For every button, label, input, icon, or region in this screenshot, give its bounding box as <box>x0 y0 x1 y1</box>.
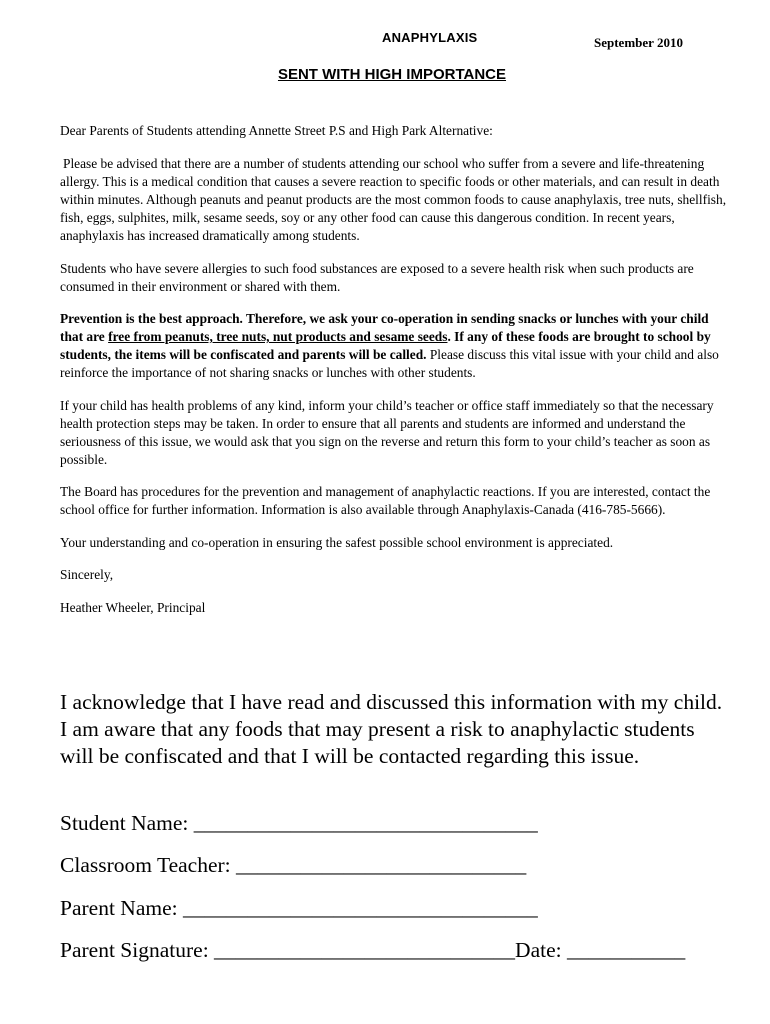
document-subtitle: SENT WITH HIGH IMPORTANCE <box>277 66 507 83</box>
paragraph-board-procedures: The Board has procedures for the prevention and management of anaphylactic reactions. If you are interested, contact the school office for further information. Information is also available through Anaphylaxis-Canada (416-785-5666). <box>60 484 711 517</box>
letter-body <box>60 122 728 631</box>
acknowledgement-text: I acknowledge that I have read and discussed this information with my child. I am aware that any foods that may present a risk to anaphylactic students will be confiscated and that I will be contacted regarding this issue. <box>60 690 723 768</box>
paragraph-prevention <box>60 310 728 382</box>
paragraph-allergy-info: Please be advised that there are a number of students attending our school who suffer from a severe and life-threatening allergy. This is a medical condition that causes a severe reaction to specific foods or other materials, and can result in death within minutes. Although peanuts and peanut products are the most common foods to cause anaphylaxis, tree nuts, shellfish, fish, eggs, sulphites, milk, sesame seeds, soy or any other food can cause this dangerous condition. In recent years, anaphylaxis has increased dramatically among students. <box>60 156 727 243</box>
parent-name-field[interactable]: Parent Name: _________________________________ <box>60 896 538 920</box>
prevention-normal-text: Please discuss this vital issue with your child and also reinforce the importance of not sharing snacks or lunches with other students. <box>60 347 719 380</box>
salutation: Dear Parents of Students attending Annette Street P.S and High Park Alternative: <box>60 123 493 138</box>
prevention-underlined-text: free from peanuts, tree nuts, nut products and sesame seeds <box>108 329 448 344</box>
prevention-bold-text-2: . If any of these foods are brought to school by students, the items will be confiscated and parents will be called. <box>60 329 711 362</box>
student-name-field[interactable]: Student Name: ________________________________ <box>60 811 538 835</box>
signature-line: Heather Wheeler, Principal <box>60 599 206 615</box>
parent-signature-date-field[interactable]: Parent Signature: ____________________________Date: ___________ <box>60 938 686 962</box>
document-date: September 2010 <box>594 35 683 50</box>
paragraph-health-problems: If your child has health problems of any kind, inform your child’s teacher or office staff immediately so that the necessary health protection steps may be taken. In order to ensure that all parents and students are informed and understand the seriousness of this issue, we would ask that you sign on the reverse and return this form to your child’s teacher as soon as possible. <box>60 397 714 467</box>
classroom-teacher-field[interactable]: Classroom Teacher: ___________________________ <box>60 853 527 877</box>
paragraph-health-risk: Students who have severe allergies to such food substances are exposed to a severe health risk when such products are consumed in their environment or shared with them. <box>60 260 694 294</box>
paragraph-appreciation: Your understanding and co-operation in ensuring the safest possible school environment is appreciated. <box>60 534 614 550</box>
closing: Sincerely, <box>60 567 114 582</box>
prevention-bold-text: Prevention is the best approach. Therefore, we ask your co-operation in sending snacks or lunches with your child that are <box>60 311 709 344</box>
document-title: ANAPHYLAXIS <box>382 30 478 45</box>
